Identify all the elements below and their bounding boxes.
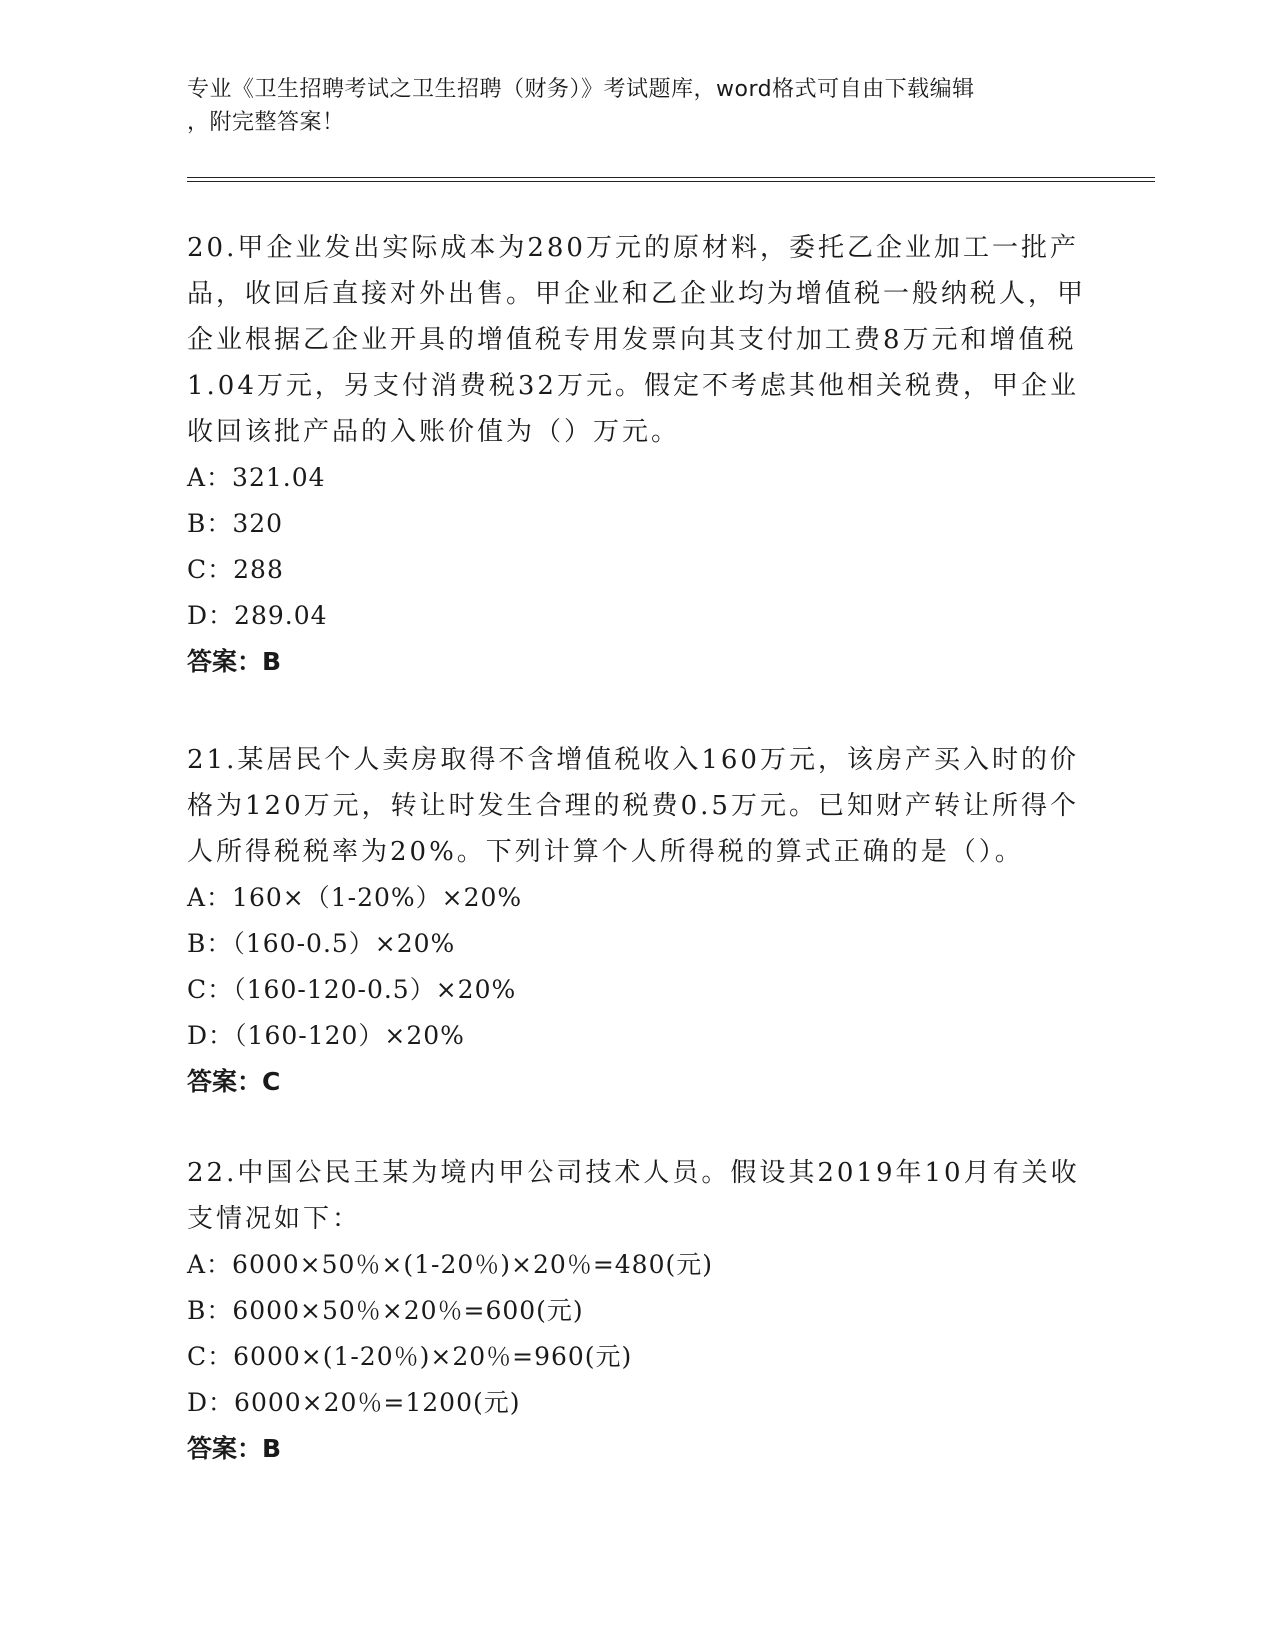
option-a: A：321.04 — [187, 463, 326, 492]
option-a: A：6000×50％×(1-20％)×20％=480(元) — [187, 1250, 713, 1279]
option-a: A：160×（1-20%）×20% — [187, 883, 523, 912]
header-divider — [187, 177, 1155, 182]
option-d: D：289.04 — [187, 601, 328, 630]
question-stem: 22.中国公民王某为境内甲公司技术人员。假设其2019年10月有关收支情况如下： — [187, 1158, 1080, 1234]
option-b: B：320 — [187, 509, 284, 538]
option-d: D：6000×20％=1200(元) — [187, 1388, 521, 1417]
header-line-2: ，附完整答案！ — [187, 110, 345, 135]
question-22 — [187, 1150, 1087, 1472]
option-b: B：6000×50％×20％=600(元) — [187, 1296, 584, 1325]
option-c: C：6000×(1-20％)×20％=960(元) — [187, 1342, 633, 1371]
question-stem: 20.甲企业发出实际成本为280万元的原材料，委托乙企业加工一批产品，收回后直接对外出售。甲企业和乙企业均为增值税一般纳税人，甲企业根据乙企业开具的增值税专用发票向其支付加工费8万元和增值税1.04万元，另支付消费税32万元。假定不考虑其他相关税费，甲企业收回该批产品的入账价值为（）万元。 — [187, 233, 1087, 447]
option-d: D：（160-120）×20% — [187, 1021, 465, 1050]
answer: 答案：B — [187, 647, 282, 676]
header-line-1: 专业《卫生招聘考试之卫生招聘（财务）》考试题库，word格式可自由下载编辑 — [187, 77, 975, 102]
question-20 — [187, 225, 1087, 685]
option-c: C：288 — [187, 555, 284, 584]
option-b: B：（160-0.5）×20% — [187, 929, 456, 958]
answer: 答案：C — [187, 1067, 281, 1096]
question-21 — [187, 737, 1087, 1105]
answer: 答案：B — [187, 1434, 282, 1463]
option-c: C：（160-120-0.5）×20% — [187, 975, 517, 1004]
question-stem: 21.某居民个人卖房取得不含增值税收入160万元，该房产买入时的价格为120万元，转让时发生合理的税费0.5万元。已知财产转让所得个人所得税税率为20%。下列计算个人所得税的算式正确的是（）。 — [187, 745, 1079, 867]
document-header — [187, 73, 1067, 139]
